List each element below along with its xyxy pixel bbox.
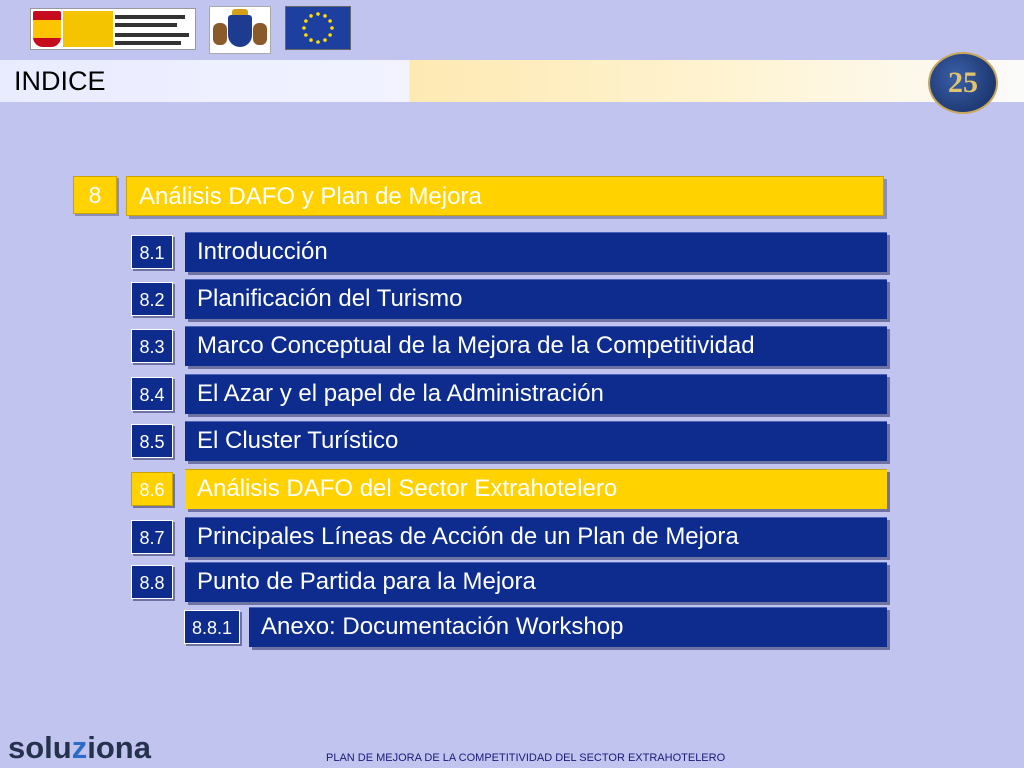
item-number[interactable]: 8.4 xyxy=(131,377,173,411)
index-item[interactable]: Marco Conceptual de la Mejora de la Competitividad xyxy=(185,326,887,366)
index-item[interactable]: Planificación del Turismo xyxy=(185,279,887,319)
spain-shield-icon xyxy=(33,11,61,47)
h25-logo-icon xyxy=(928,52,998,114)
item-number[interactable]: 8.7 xyxy=(131,520,173,554)
section-number[interactable]: 8 xyxy=(73,176,117,214)
eu-star-icon xyxy=(328,19,332,23)
title-band xyxy=(0,60,1024,102)
index-item[interactable]: El Cluster Turístico xyxy=(185,421,887,461)
eu-star-icon xyxy=(309,14,313,18)
footer-text: PLAN DE MEJORA DE LA COMPETITIVIDAD DEL SECTOR EXTRAHOTELERO xyxy=(326,752,726,764)
item-number[interactable]: 8.1 xyxy=(131,235,173,269)
item-number[interactable]: 8.5 xyxy=(131,424,173,458)
item-number[interactable]: 8.3 xyxy=(131,329,173,363)
eu-star-icon xyxy=(302,26,306,30)
eu-star-icon xyxy=(323,14,327,18)
eu-star-icon xyxy=(330,26,334,30)
index-item[interactable]: Principales Líneas de Acción de un Plan de Mejora xyxy=(185,517,887,557)
index-item[interactable]: Análisis DAFO del Sector Extrahotelero xyxy=(185,469,887,509)
soluziona-logo: soluziona xyxy=(8,730,151,765)
index-item[interactable]: Introducción xyxy=(185,232,887,272)
index-item[interactable]: El Azar y el papel de la Administración xyxy=(185,374,887,414)
page-title: INDICE xyxy=(14,66,106,96)
index-item[interactable]: Anexo: Documentación Workshop xyxy=(249,607,887,647)
canarias-coat-of-arms-icon xyxy=(209,6,271,54)
eu-star-icon xyxy=(304,33,308,37)
eu-star-icon xyxy=(323,38,327,42)
eu-star-icon xyxy=(316,40,320,44)
h25-logo-text: 25 xyxy=(948,66,978,99)
ministry-logo xyxy=(30,8,196,50)
eu-star-icon xyxy=(304,19,308,23)
eu-star-icon xyxy=(328,33,332,37)
item-number[interactable]: 8.2 xyxy=(131,282,173,316)
index-item[interactable]: Punto de Partida para la Mejora xyxy=(185,562,887,602)
eu-flag-icon xyxy=(285,6,351,50)
ministry-logo-band xyxy=(63,11,113,47)
item-number[interactable]: 8.8.1 xyxy=(184,610,240,644)
eu-star-icon xyxy=(316,12,320,16)
item-number[interactable]: 8.8 xyxy=(131,565,173,599)
eu-star-icon xyxy=(309,38,313,42)
section-title[interactable]: Análisis DAFO y Plan de Mejora xyxy=(126,176,884,216)
item-number[interactable]: 8.6 xyxy=(131,472,173,506)
